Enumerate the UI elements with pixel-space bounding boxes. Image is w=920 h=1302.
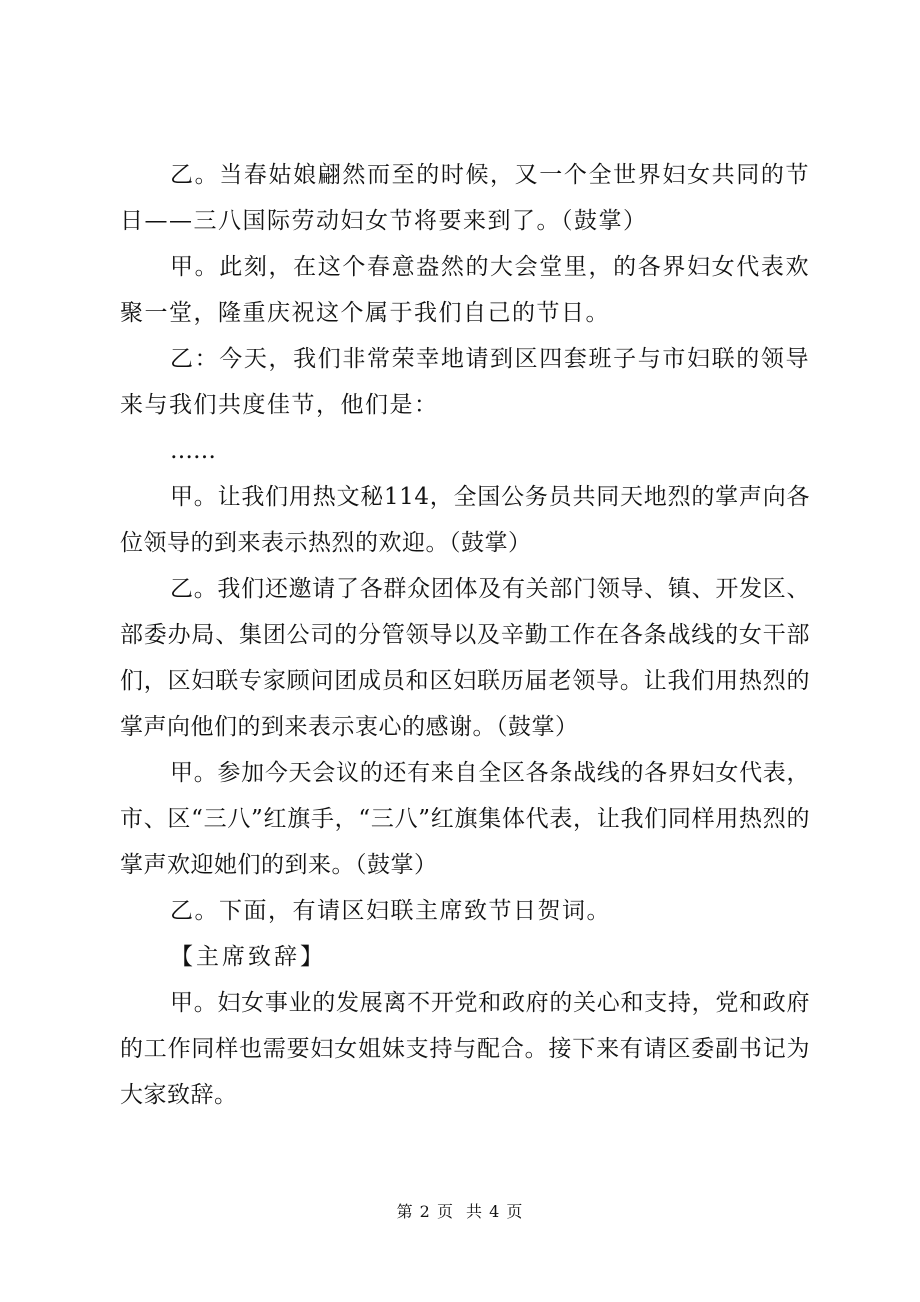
paragraph-welcome-leaders: 甲。让我们用热文秘114，全国公务员共同天地烈的掌声向各位领导的到来表示热烈的欢迎。（鼓掌） bbox=[120, 484, 810, 556]
paragraph-chair-invite: 乙。下面，有请区妇联主席致节日贺词。 bbox=[170, 898, 611, 924]
section-heading-chair-speech: 【主席致辞】 bbox=[170, 944, 326, 970]
document-body bbox=[120, 152, 810, 1118]
page-number: 第 2 页 bbox=[396, 1202, 454, 1221]
page-total: 共 4 页 bbox=[466, 1202, 524, 1221]
paragraph-leaders-intro: 乙：今天，我们非常荣幸地请到区四套班子与市妇联的领导来与我们共度佳节，他们是： bbox=[120, 346, 810, 418]
paragraph-deputy-secretary: 甲。妇女事业的发展离不开党和政府的关心和支持，党和政府的工作同样也需要妇女姐妹支持与配合。接下来有请区委副书记为大家致辞。 bbox=[120, 990, 810, 1108]
paragraph-representatives: 甲。参加今天会议的还有来自全区各条战线的各界妇女代表，市、区“三八”红旗手，“三八”红旗集体代表，让我们同样用热烈的掌声欢迎她们的到来。（鼓掌） bbox=[120, 760, 810, 878]
paragraph-ellipsis: …… bbox=[170, 438, 216, 464]
paragraph-gathering: 甲。此刻，在这个春意盎然的大会堂里，的各界妇女代表欢聚一堂，隆重庆祝这个属于我们自己的节日。 bbox=[120, 254, 810, 326]
paragraph-opening: 乙。当春姑娘翩然而至的时候，又一个全世界妇女共同的节日——三八国际劳动妇女节将要来到了。（鼓掌） bbox=[120, 162, 810, 234]
paragraph-invited-guests: 乙。我们还邀请了各群众团体及有关部门领导、镇、开发区、部委办局、集团公司的分管领导以及辛勤工作在各条战线的女干部们，区妇联专家顾问团成员和区妇联历届老领导。让我们用热烈的掌声向他们的到来表示衷心的感谢。（鼓掌） bbox=[120, 576, 810, 740]
page-footer bbox=[0, 1200, 920, 1224]
